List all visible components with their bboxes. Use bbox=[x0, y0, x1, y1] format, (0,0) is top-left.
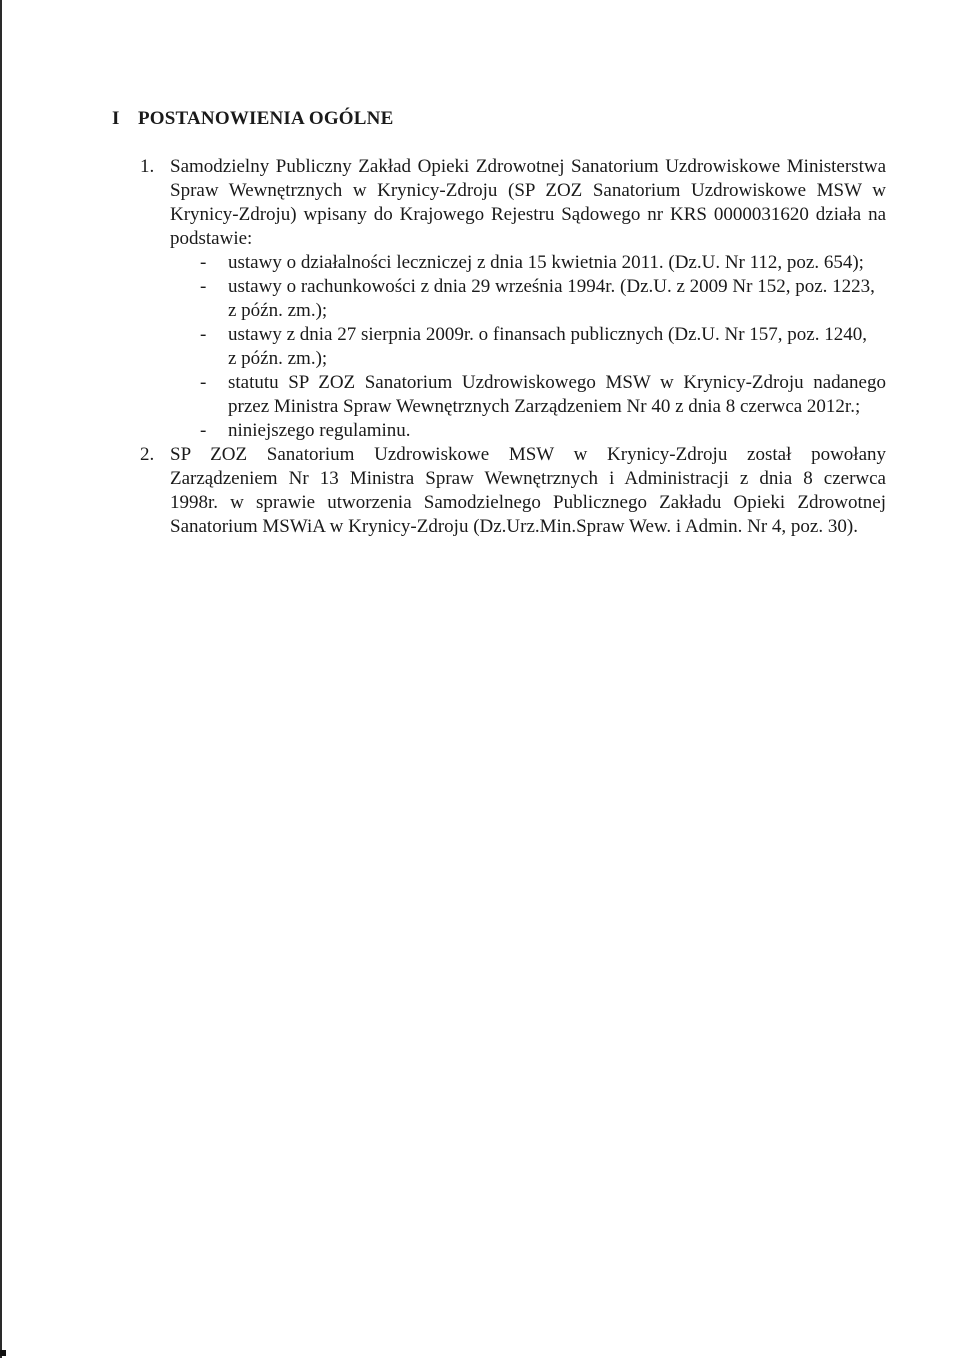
bullet-2-dash: - bbox=[200, 276, 207, 297]
point-2-line-4: Sanatorium MSWiA w Krynicy-Zdroju (Dz.Urz.Min.Spraw Wew. i Admin. Nr 4, poz. 30). bbox=[170, 516, 858, 537]
bullet-4-line-2: przez Ministra Spraw Wewnętrznych Zarządzeniem Nr 40 z dnia 8 czerwca 2012r.; bbox=[228, 396, 861, 417]
section-number: I bbox=[112, 108, 120, 129]
point-1-line-2: Spraw Wewnętrznych w Krynicy-Zdroju (SP ZOZ Sanatorium Uzdrowiskowe MSW w bbox=[170, 180, 886, 201]
bullet-3-line-2: z późn. zm.); bbox=[228, 348, 328, 369]
bullet-1-line-1: ustawy o działalności leczniczej z dnia 15 kwietnia 2011. (Dz.U. Nr 112, poz. 654); bbox=[228, 252, 864, 273]
scan-edge bbox=[0, 0, 2, 1358]
bullet-2-line-1: ustawy o rachunkowości z dnia 29 września 1994r. (Dz.U. z 2009 Nr 152, poz. 1223, bbox=[228, 276, 875, 297]
scan-corner-mark bbox=[0, 1350, 6, 1356]
point-1-line-4: podstawie: bbox=[170, 228, 253, 249]
bullet-5-dash: - bbox=[200, 420, 207, 441]
bullet-2-line-2: z późn. zm.); bbox=[228, 300, 328, 321]
point-2-line-1: SP ZOZ Sanatorium Uzdrowiskowe MSW w Krynicy-Zdroju został powołany bbox=[170, 444, 886, 465]
bullet-3-line-1: ustawy z dnia 27 sierpnia 2009r. o finansach publicznych (Dz.U. Nr 157, poz. 1240, bbox=[228, 324, 867, 345]
point-1-line-3: Krynicy-Zdroju) wpisany do Krajowego Rejestru Sądowego nr KRS 0000031620 działa na bbox=[170, 204, 886, 225]
point-1-line-1: Samodzielny Publiczny Zakład Opieki Zdrowotnej Sanatorium Uzdrowiskowe Ministerstwa bbox=[170, 156, 886, 177]
bullet-1-dash: - bbox=[200, 252, 207, 273]
bullet-3-dash: - bbox=[200, 324, 207, 345]
bullet-5-line-1: niniejszego regulaminu. bbox=[228, 420, 411, 441]
section-heading bbox=[112, 108, 393, 130]
section-title: POSTANOWIENIA OGÓLNE bbox=[138, 108, 394, 129]
point-1-number: 1. bbox=[140, 156, 155, 177]
point-2-line-2: Zarządzeniem Nr 13 Ministra Spraw Wewnętrznych i Administracji z dnia 8 czerwca bbox=[170, 468, 886, 489]
bullet-4-line-1: statutu SP ZOZ Sanatorium Uzdrowiskowego MSW w Krynicy-Zdroju nadanego bbox=[228, 372, 886, 393]
point-2-line-3: 1998r. w sprawie utworzenia Samodzielnego Publicznego Zakładu Opieki Zdrowotnej bbox=[170, 492, 886, 513]
point-2-number: 2. bbox=[140, 444, 155, 465]
bullet-4-dash: - bbox=[200, 372, 207, 393]
